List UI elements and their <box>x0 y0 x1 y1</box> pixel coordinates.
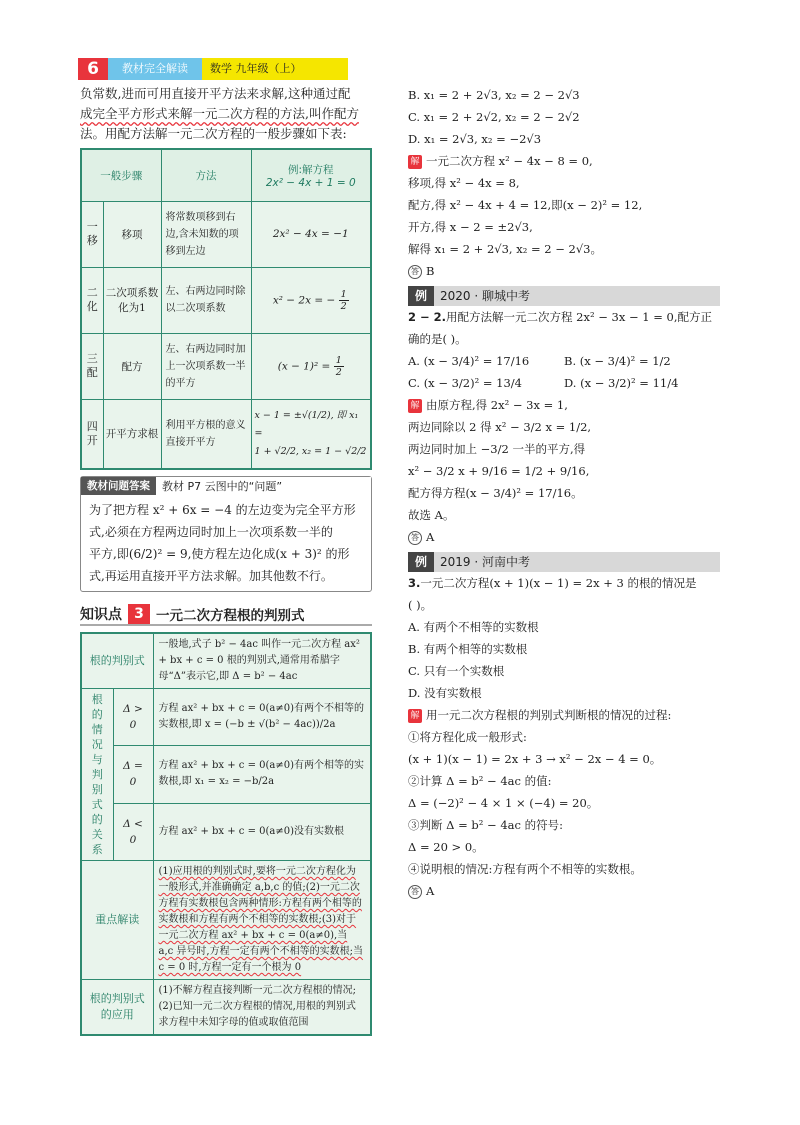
solution-line: x² − 3/2 x + 9/16 = 1/2 + 9/16, <box>408 464 590 478</box>
question-number: 3. <box>408 576 421 590</box>
solution-line: 开方,得 x − 2 = ±2√3, <box>408 220 533 234</box>
example-tag: 例 <box>408 286 434 306</box>
disc-row-text: 方程 ax² + bx + c = 0(a≠0)有两个不相等的实数根,即 x = (−b ± √(b² − 4ac))/2a <box>153 689 371 746</box>
disc-row-head: 根的情况与判别式的关系 <box>81 689 113 861</box>
header-example <box>251 149 371 201</box>
answer-value: A <box>426 884 435 898</box>
disc-row-head: 重点解读 <box>81 861 153 980</box>
step-name: 配方 <box>103 333 161 399</box>
solution-line: ②计算 Δ = b² − 4ac 的值: <box>408 774 552 788</box>
question-line: ( )。 <box>408 598 433 612</box>
solution-line: 故选 A。 <box>408 508 455 522</box>
step-ordinal: 一移 <box>81 201 103 267</box>
answer-line <box>408 526 720 548</box>
solution-line: 配方,得 x² − 4x + 4 = 12,即(x − 2)² = 12, <box>408 198 643 212</box>
option-b: B. x₁ = 2 + 2√3, x₂ = 2 − 2√3 <box>408 88 580 102</box>
solution-line <box>408 150 720 172</box>
solution-line: Δ = (−2)² − 4 × 1 × (−4) = 20。 <box>408 796 599 810</box>
kp-number: 3 <box>128 604 150 624</box>
solution-line <box>408 704 720 726</box>
option-b: B. (x − 3/4)² = 1/2 <box>564 354 671 368</box>
step-eq <box>251 267 371 333</box>
answer-icon: 答 <box>408 531 422 545</box>
disc-row-head: 根的判别式 <box>81 633 153 689</box>
disc-condition: Δ = 0 <box>113 746 153 803</box>
option-a: A. (x − 3/4)² = 17/16 <box>408 354 530 368</box>
question-line: 确的是( )。 <box>408 332 467 346</box>
intro-line: 负常数,进而可用直接开平方法来求解,这种通过配 <box>80 86 351 101</box>
answer-line <box>408 260 720 282</box>
subject-title: 数学 九年级（上） <box>202 58 348 80</box>
step-eq: 2x² − 4x = −1 <box>251 201 371 267</box>
example-source: 2020 · 聊城中考 <box>440 289 530 303</box>
example-bar <box>408 286 720 306</box>
solution-line: ③判断 Δ = b² − 4ac 的符号: <box>408 818 563 832</box>
kp-label: 知识点 <box>80 607 122 623</box>
option-c: C. x₁ = 2 + 2√2, x₂ = 2 − 2√2 <box>408 110 580 124</box>
solution-line: 两边同时加上 −3/2 一半的平方,得 <box>408 442 586 456</box>
header-method: 方法 <box>161 149 251 201</box>
eq-text: (x − 1)² = <box>277 360 331 372</box>
header-step: 一般步骤 <box>81 149 161 201</box>
step-ordinal: 三配 <box>81 333 103 399</box>
step-desc: 左、右两边同时加上一次项系数一半的平方 <box>161 333 251 399</box>
textbook-answer-box <box>80 476 372 592</box>
step-desc: 利用平方根的意义直接开平方 <box>161 399 251 469</box>
answer-line: 为了把方程 x² + 6x = −4 的左边变为完全平方形 <box>89 503 356 517</box>
disc-row-text: (1)不解方程直接判断一元二次方程根的情况;(2)已知一元二次方程根的情况,用根的判别式求方程中未知字母的值或取值范围 <box>153 980 371 1036</box>
kp-title: 一元二次方程根的判别式 <box>156 608 305 624</box>
step-ordinal: 四开 <box>81 399 103 469</box>
answer-line: 式,必须在方程两边同时加上一次项系数一半的 <box>89 525 333 539</box>
answer-icon: 答 <box>408 265 422 279</box>
eq-text: x² − 2x = − <box>272 294 336 306</box>
header-example-eq: 2x² − 4x + 1 = 0 <box>265 176 356 189</box>
solution-text: 由原方程,得 2x² − 3x = 1, <box>426 398 568 412</box>
option-a: A. 有两个不相等的实数根 <box>408 620 539 634</box>
fraction: $\frac{1}{2}$ <box>335 354 342 378</box>
fraction: $\frac{1}{2}$ <box>340 288 347 312</box>
option-d: D. x₁ = 2√3, x₂ = −2√3 <box>408 132 542 146</box>
page-header <box>78 58 348 80</box>
steps-table <box>80 148 372 470</box>
options-row <box>408 372 720 394</box>
disc-row-text: (1)应用根的判别式时,要将一元二次方程化为一般形式,并准确确定 a,b,c 的值;(2)一元二次方程有实数根包含两种情形:方程有两个相等的实数根和方程有两个不相等的实数根;(3)对于一元二次方程 ax² + bx + c = 0(a≠0),当 a,c 异号时,方程一定有两个不相等的实数根;当 c = 0 时,方程一定有一个根为 0 <box>153 861 371 980</box>
header-example-label: 例:解方程 <box>287 163 334 176</box>
left-column <box>80 84 398 1036</box>
discriminant-table <box>80 632 372 1036</box>
answer-box-tag: 教材问题答案 <box>81 477 156 495</box>
option-d: D. (x − 3/2)² = 11/4 <box>564 376 679 390</box>
solution-line: Δ = 20 > 0。 <box>408 840 484 854</box>
disc-condition: Δ > 0 <box>113 689 153 746</box>
page-number: 6 <box>78 58 108 80</box>
option-d: D. 没有实数根 <box>408 686 482 700</box>
step-eq <box>251 399 371 469</box>
example-source: 2019 · 河南中考 <box>440 555 530 569</box>
disc-row-head: 根的判别式的应用 <box>81 980 153 1036</box>
answer-icon: 答 <box>408 885 422 899</box>
solution-line: 两边同除以 2 得 x² − 3/2 x = 1/2, <box>408 420 592 434</box>
knowledge-point-heading <box>80 604 372 626</box>
option-c: C. 只有一个实数根 <box>408 664 505 678</box>
answer-box-header <box>81 477 371 495</box>
disc-condition: Δ < 0 <box>113 803 153 860</box>
example-tag: 例 <box>408 552 434 572</box>
answer-box-body <box>81 495 371 591</box>
solution-icon: 解 <box>408 399 422 413</box>
solution-line: 解得 x₁ = 2 + 2√3, x₂ = 2 − 2√3。 <box>408 242 603 256</box>
question-number: 2 − 2. <box>408 310 447 324</box>
solution-line <box>408 394 720 416</box>
solution-text: 用一元二次方程根的判别式判断根的情况的过程: <box>426 708 672 722</box>
eq-line: x − 1 = ±√(1/2), 即 x₁ = <box>254 409 359 439</box>
disc-row-text: 一般地,式子 b² − 4ac 叫作一元二次方程 ax² + bx + c = 0 根的判别式,通常用希腊字母“Δ”表示它,即 Δ = b² − 4ac <box>153 633 371 689</box>
example-bar <box>408 552 720 572</box>
right-column <box>408 84 720 902</box>
intro-line: 法。用配方法解一元二次方程的一般步骤如下表: <box>80 126 347 141</box>
option-b: B. 有两个相等的实数根 <box>408 642 528 656</box>
option-c: C. (x − 3/2)² = 13/4 <box>408 376 522 390</box>
solution-text: 一元二次方程 x² − 4x − 8 = 0, <box>426 154 593 168</box>
solution-line: 配方得方程(x − 3/4)² = 17/16。 <box>408 486 583 500</box>
step-name: 移项 <box>103 201 161 267</box>
answer-value: A <box>426 530 435 544</box>
answer-line: 式,再运用直接开平方法求解。加其他数不行。 <box>89 569 333 583</box>
disc-row-text: 方程 ax² + bx + c = 0(a≠0)没有实数根 <box>153 803 371 860</box>
step-ordinal: 二化 <box>81 267 103 333</box>
intro-text <box>80 84 398 144</box>
question-line <box>408 306 720 328</box>
question-text: 一元二次方程(x + 1)(x − 1) = 2x + 3 的根的情况是 <box>420 576 697 590</box>
answer-line <box>408 880 720 902</box>
solution-line: ④说明根的情况:方程有两个不相等的实数根。 <box>408 862 642 876</box>
step-name: 开平方求根 <box>103 399 161 469</box>
intro-line: 成完全平方形式来解一元二次方程的方法,叫作配方 <box>80 106 359 121</box>
step-name: 二次项系数化为1 <box>103 267 161 333</box>
step-eq <box>251 333 371 399</box>
solution-line: 移项,得 x² − 4x = 8, <box>408 176 520 190</box>
step-desc: 左、右两边同时除以二次项系数 <box>161 267 251 333</box>
solution-line: (x + 1)(x − 1) = 2x + 3 → x² − 2x − 4 = 0。 <box>408 752 662 766</box>
answer-box-ref: 教材 P7 云图中的“问题” <box>162 480 283 493</box>
disc-row-text: 方程 ax² + bx + c = 0(a≠0)有两个相等的实数根,即 x₁ = x₂ = −b/2a <box>153 746 371 803</box>
answer-value: B <box>426 264 435 278</box>
solution-icon: 解 <box>408 709 422 723</box>
answer-line: 平方,即(6/2)² = 9,使方程左边化成(x + 3)² 的形 <box>89 547 350 561</box>
step-desc: 将常数项移到右边,含未知数的项移到左边 <box>161 201 251 267</box>
eq-line: 1 + √2/2, x₂ = 1 − √2/2 <box>254 445 367 457</box>
solution-line: ①将方程化成一般形式: <box>408 730 527 744</box>
book-title: 教材完全解读 <box>108 58 202 80</box>
question-text: 用配方法解一元二次方程 2x² − 3x − 1 = 0,配方正 <box>446 310 713 324</box>
question-line <box>408 572 720 594</box>
options-row <box>408 350 720 372</box>
solution-icon: 解 <box>408 155 422 169</box>
